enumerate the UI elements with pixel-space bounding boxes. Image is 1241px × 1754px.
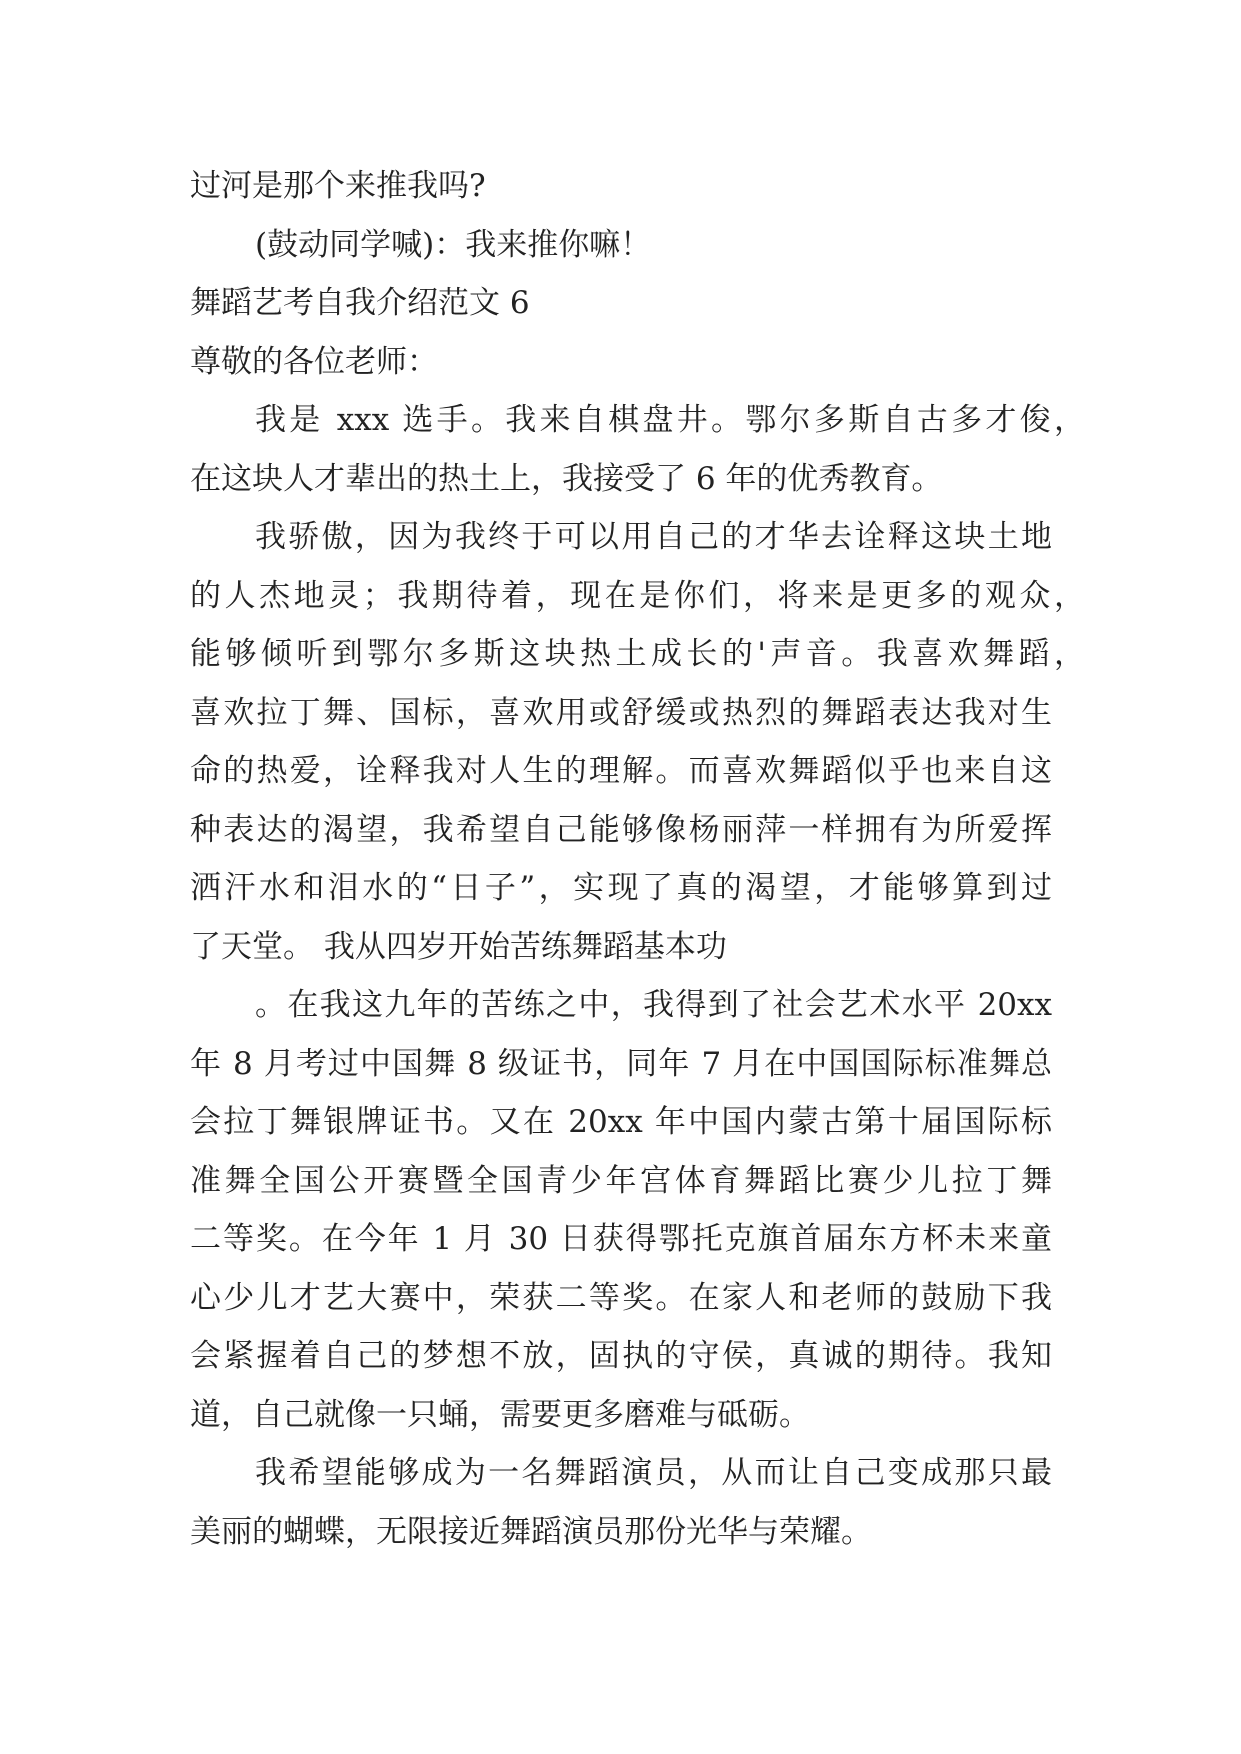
section-heading-block [190,274,1052,333]
dialogue-paragraph [190,216,1052,275]
text-line: 种表达的渴望，我希望自己能够像杨丽萍一样拥有为所爱挥 [190,811,1052,848]
text-line: 心少儿才艺大赛中，荣获二等奖。在家人和老师的鼓励下我 [190,1279,1052,1316]
text-line: 道，自己就像一只蛹，需要更多磨难与砥砺。 [190,1396,810,1433]
paragraph [190,976,1052,1444]
text-line: 年 8 月考过中国舞 8 级证书，同年 7 月在中国国际标准舞总 [190,1045,1052,1082]
text-line: 会紧握着自己的梦想不放，固执的守侯，真诚的期待。我知 [190,1338,1052,1374]
continued-text-line: 过河是那个来推我吗? [190,168,486,204]
document-body [190,157,1085,1561]
text-line: 我希望能够成为一名舞蹈演员，从而让自己变成那只最 [255,1455,1052,1491]
text-line: 二等奖。在今年 1 月 30 日获得鄂托克旗首届东方杯未来童 [190,1221,1052,1257]
text-line: 能够倾听到鄂尔多斯这块热土成长的'声音。我喜欢舞蹈， [190,636,1085,672]
text-line: 洒汗水和泪水的“日子”，实现了真的渴望，才能够算到过 [190,870,1052,906]
paragraph [190,1444,1052,1561]
text-line: 。在我这九年的苦练之中，我得到了社会艺术水平 20xx [255,987,1052,1023]
paragraph [190,508,1085,976]
paragraph [190,391,1085,508]
salutation-block [190,333,1052,392]
text-line: 会拉丁舞银牌证书。又在 20xx 年中国内蒙古第十届国际标 [190,1104,1052,1140]
text-line: 在这块人才辈出的热土上，我接受了 6 年的优秀教育。 [190,460,943,497]
text-line: 美丽的蝴蝶，无限接近舞蹈演员那份光华与荣耀。 [190,1513,872,1550]
dialogue-line: (鼓动同学喊)：我来推你嘛！ [255,226,652,263]
text-line: 了天堂。 我从四岁开始苦练舞蹈基本功 [190,928,727,965]
salutation: 尊敬的各位老师： [190,343,438,380]
text-line: 的人杰地灵；我期待着，现在是你们，将来是更多的观众， [190,577,1085,614]
text-line: 准舞全国公开赛暨全国青少年宫体育舞蹈比赛少儿拉丁舞 [190,1162,1052,1199]
text-line: 我是 xxx 选手。我来自棋盘井。鄂尔多斯自古多才俊， [255,402,1085,438]
continued-paragraph [190,157,1052,216]
text-line: 喜欢拉丁舞、国标，喜欢用或舒缓或热烈的舞蹈表达我对生 [190,694,1052,731]
text-line: 命的热爱，诠释我对人生的理解。而喜欢舞蹈似乎也来自这 [190,753,1052,789]
text-line: 我骄傲，因为我终于可以用自己的才华去诠释这块土地 [255,519,1052,555]
section-heading: 舞蹈艺考自我介绍范文 6 [190,285,530,321]
